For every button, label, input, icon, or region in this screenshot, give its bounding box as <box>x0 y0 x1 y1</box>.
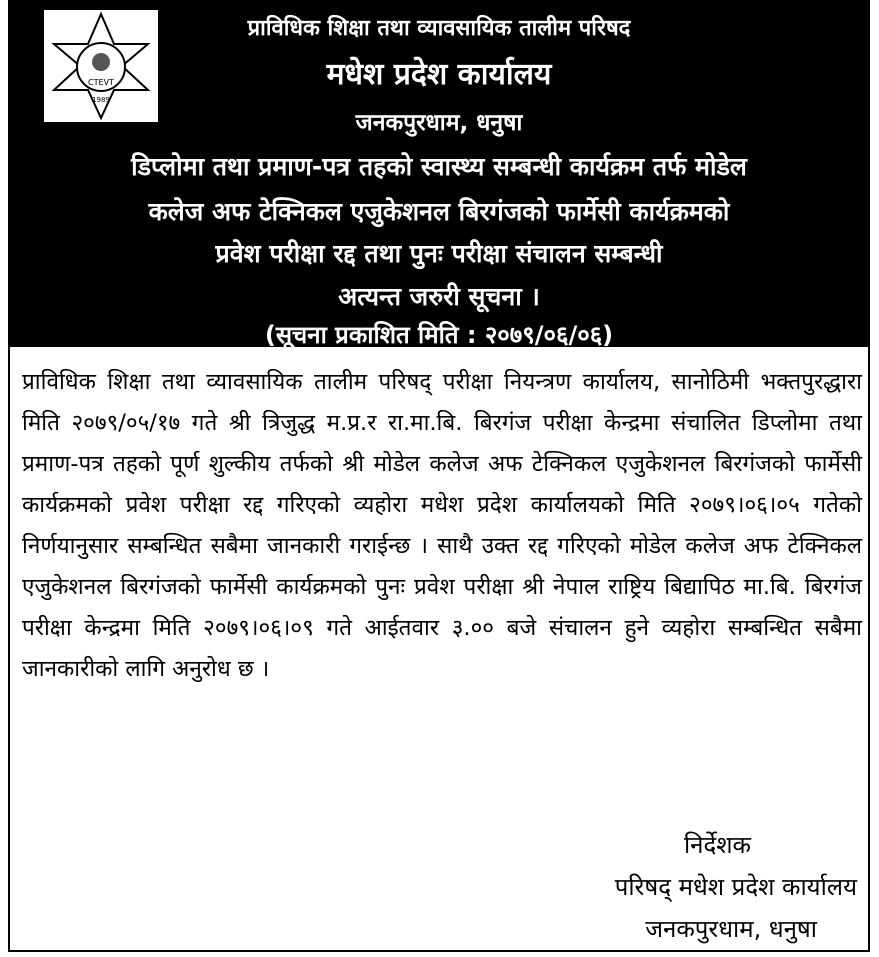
subject-line-1: डिप्लोमा तथा प्रमाण-पत्र तहको स्वास्थ्य सम्बन्धी कार्यक्रम तर्फ मोडेल <box>131 152 747 181</box>
council-name: प्राविधिक शिक्षा तथा व्यावसायिक तालीम परिषद <box>247 16 631 41</box>
signatory-office: परिषद् मधेश प्रदेश कार्यालय <box>614 873 857 901</box>
svg-text:1989: 1989 <box>92 96 110 104</box>
notice-body: प्राविधिक शिक्षा तथा व्यावसायिक तालीम परिषद् परीक्षा नियन्त्रण कार्यालय, सानोठिमी भक्तपुरद्धारा मिति २०७९/०५/१७ गते श्री त्रिजुद्ध म.प्र.र रा.मा.बि. बिरगंज परीक्षा केन्द्रमा संचालित डिप्लोमा तथा प्रमाण-पत्र तहको पूर्ण शुल्कीय तर्फको श्री मोडेल कलेज अफ टेक्निकल एजुकेशनल बिरगंजको फार्मेसी कार्यक्रमको प्रवेश परीक्षा रद्द गरिएको व्यहोरा मधेश प्रदेश कार्यालयको मिति २०७९।०६।०५ गतेको निर्णयानुसार सम्बन्धित सबैमा जानकारी गराईन्छ । साथै उक्त रद्द गरिएको मोडेल कलेज अफ टेक्निकल एजुकेशनल बिरगंजको फार्मेसी कार्यक्रमको पुनः प्रवेश परीक्षा श्री नेपाल राष्ट्रिय बिद्यापिठ मा.बि. बिरगंज परीक्षा केन्द्रमा मिति २०७९।०६।०९ गते आईतवार ३.०० बजे संचालन हुने व्यहोरा सम्बन्धित सबैमा जानकारीको लागि अनुरोध छ । <box>22 369 862 682</box>
subject-line-2: कलेज अफ टेक्निकल एजुकेशनल बिरगंजको फार्मेसी कार्यक्रमको <box>148 197 730 226</box>
signatory-title: निर्देशक <box>683 831 751 859</box>
notice-header <box>10 2 868 347</box>
svg-text:CTEVT: CTEVT <box>88 78 114 87</box>
office-name: मधेश प्रदेश कार्यालय <box>326 57 552 92</box>
office-location: जनकपुरधाम, धनुषा <box>355 110 523 136</box>
subject-line-4: अत्यन्त जरुरी सूचना । <box>338 282 540 311</box>
subject-line-3: प्रवेश परीक्षा रद्द तथा पुनः परीक्षा संचालन सम्बन्धी <box>215 239 663 268</box>
published-date: (सूचना प्रकाशित मिति : २०७९/०६/०६) <box>264 321 614 349</box>
signatory-location: जनकपुरधाम, धनुषा <box>645 915 817 943</box>
